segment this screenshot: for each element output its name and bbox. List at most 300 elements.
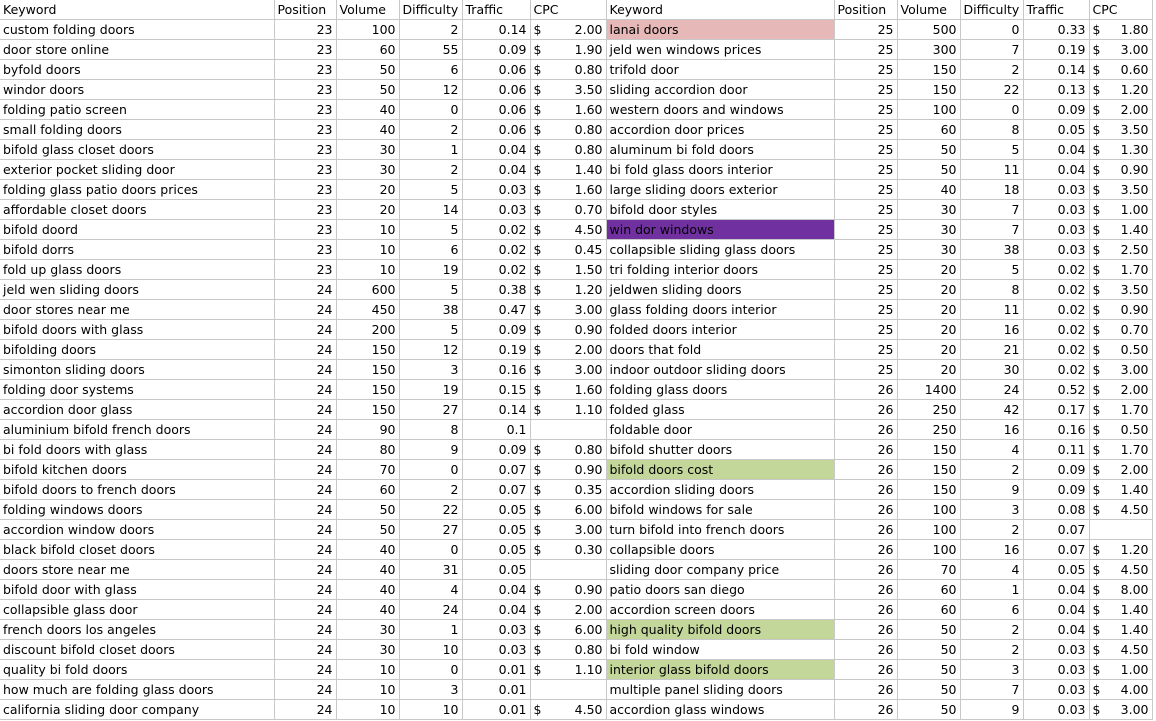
right-cell-keyword[interactable]: indoor outdoor sliding doors xyxy=(606,360,834,380)
left-cell-keyword[interactable]: bifold door with glass xyxy=(0,580,274,600)
right-cell-cpc[interactable] xyxy=(1089,140,1152,160)
left-cell-traffic[interactable]: 0.03 xyxy=(462,640,530,660)
right-cell-cpc[interactable] xyxy=(1089,40,1152,60)
left-header-volume[interactable]: Volume xyxy=(336,0,399,20)
left-cell-keyword[interactable]: exterior pocket sliding door xyxy=(0,160,274,180)
right-cell-keyword[interactable]: turn bifold into french doors xyxy=(606,520,834,540)
right-cell-cpc[interactable] xyxy=(1089,100,1152,120)
right-cell-difficulty[interactable]: 8 xyxy=(960,280,1023,300)
right-cell-cpc[interactable] xyxy=(1089,240,1152,260)
right-cell-traffic[interactable]: 0.02 xyxy=(1023,340,1089,360)
left-cell-volume[interactable]: 450 xyxy=(336,300,399,320)
right-cell-position[interactable]: 25 xyxy=(834,160,897,180)
right-cell-difficulty[interactable]: 2 xyxy=(960,60,1023,80)
right-cell-keyword[interactable]: lanai doors xyxy=(606,20,834,40)
right-cell-volume[interactable]: 20 xyxy=(897,320,960,340)
left-cell-traffic[interactable]: 0.03 xyxy=(462,200,530,220)
right-cell-difficulty[interactable]: 16 xyxy=(960,540,1023,560)
left-cell-position[interactable]: 24 xyxy=(274,340,336,360)
left-cell-position[interactable]: 24 xyxy=(274,680,336,700)
left-cell-position[interactable]: 23 xyxy=(274,200,336,220)
left-cell-cpc[interactable] xyxy=(530,160,606,180)
right-cell-keyword[interactable]: large sliding doors exterior xyxy=(606,180,834,200)
right-cell-keyword[interactable]: accordion sliding doors xyxy=(606,480,834,500)
right-cell-traffic[interactable]: 0.08 xyxy=(1023,500,1089,520)
left-cell-position[interactable]: 23 xyxy=(274,20,336,40)
right-cell-keyword[interactable]: interior glass bifold doors xyxy=(606,660,834,680)
right-cell-volume[interactable]: 50 xyxy=(897,680,960,700)
right-cell-cpc[interactable] xyxy=(1089,260,1152,280)
right-cell-volume[interactable]: 30 xyxy=(897,200,960,220)
right-cell-cpc[interactable] xyxy=(1089,480,1152,500)
right-cell-difficulty[interactable]: 2 xyxy=(960,460,1023,480)
left-cell-difficulty[interactable]: 0 xyxy=(399,540,462,560)
left-cell-traffic[interactable]: 0.09 xyxy=(462,320,530,340)
right-cell-cpc[interactable] xyxy=(1089,420,1152,440)
left-cell-traffic[interactable]: 0.09 xyxy=(462,40,530,60)
right-cell-traffic[interactable]: 0.19 xyxy=(1023,40,1089,60)
right-cell-keyword[interactable]: doors that fold xyxy=(606,340,834,360)
left-cell-volume[interactable]: 40 xyxy=(336,120,399,140)
left-cell-traffic[interactable]: 0.07 xyxy=(462,460,530,480)
right-header-position[interactable]: Position xyxy=(834,0,897,20)
right-cell-traffic[interactable]: 0.04 xyxy=(1023,620,1089,640)
left-cell-difficulty[interactable]: 10 xyxy=(399,700,462,720)
left-cell-position[interactable]: 24 xyxy=(274,700,336,720)
left-cell-difficulty[interactable]: 8 xyxy=(399,420,462,440)
right-cell-traffic[interactable]: 0.02 xyxy=(1023,280,1089,300)
right-header-traffic[interactable]: Traffic xyxy=(1023,0,1089,20)
left-cell-cpc[interactable] xyxy=(530,660,606,680)
right-cell-volume[interactable]: 60 xyxy=(897,600,960,620)
left-cell-keyword[interactable]: aluminium bifold french doors xyxy=(0,420,274,440)
right-cell-traffic[interactable]: 0.04 xyxy=(1023,160,1089,180)
left-cell-position[interactable]: 24 xyxy=(274,480,336,500)
left-cell-traffic[interactable]: 0.06 xyxy=(462,80,530,100)
right-cell-traffic[interactable]: 0.02 xyxy=(1023,300,1089,320)
left-cell-volume[interactable]: 60 xyxy=(336,480,399,500)
left-cell-traffic[interactable]: 0.05 xyxy=(462,560,530,580)
right-cell-difficulty[interactable]: 2 xyxy=(960,620,1023,640)
left-cell-volume[interactable]: 10 xyxy=(336,700,399,720)
left-cell-volume[interactable]: 60 xyxy=(336,40,399,60)
left-cell-position[interactable]: 23 xyxy=(274,160,336,180)
left-cell-cpc[interactable] xyxy=(530,580,606,600)
left-cell-volume[interactable]: 80 xyxy=(336,440,399,460)
right-cell-cpc[interactable] xyxy=(1089,340,1152,360)
right-cell-position[interactable]: 26 xyxy=(834,460,897,480)
left-cell-cpc[interactable] xyxy=(530,540,606,560)
left-cell-difficulty[interactable]: 9 xyxy=(399,440,462,460)
right-cell-cpc[interactable] xyxy=(1089,560,1152,580)
left-cell-keyword[interactable]: folding glass patio doors prices xyxy=(0,180,274,200)
left-cell-traffic[interactable]: 0.19 xyxy=(462,340,530,360)
left-cell-traffic[interactable]: 0.01 xyxy=(462,680,530,700)
right-cell-traffic[interactable]: 0.13 xyxy=(1023,80,1089,100)
right-cell-volume[interactable]: 30 xyxy=(897,240,960,260)
right-cell-traffic[interactable]: 0.09 xyxy=(1023,480,1089,500)
left-cell-traffic[interactable]: 0.03 xyxy=(462,620,530,640)
left-cell-keyword[interactable]: fold up glass doors xyxy=(0,260,274,280)
right-cell-difficulty[interactable]: 11 xyxy=(960,160,1023,180)
right-cell-keyword[interactable]: bi fold glass doors interior xyxy=(606,160,834,180)
right-cell-volume[interactable]: 20 xyxy=(897,360,960,380)
right-cell-cpc[interactable] xyxy=(1089,600,1152,620)
right-cell-difficulty[interactable]: 7 xyxy=(960,220,1023,240)
right-cell-traffic[interactable]: 0.03 xyxy=(1023,680,1089,700)
left-cell-volume[interactable]: 40 xyxy=(336,560,399,580)
right-cell-volume[interactable]: 20 xyxy=(897,300,960,320)
right-cell-difficulty[interactable]: 1 xyxy=(960,580,1023,600)
left-cell-volume[interactable]: 600 xyxy=(336,280,399,300)
right-cell-volume[interactable]: 150 xyxy=(897,480,960,500)
left-cell-volume[interactable]: 100 xyxy=(336,20,399,40)
right-cell-traffic[interactable]: 0.52 xyxy=(1023,380,1089,400)
right-cell-difficulty[interactable]: 7 xyxy=(960,680,1023,700)
left-cell-cpc[interactable] xyxy=(530,340,606,360)
left-cell-difficulty[interactable]: 1 xyxy=(399,140,462,160)
left-cell-keyword[interactable]: bifolding doors xyxy=(0,340,274,360)
right-cell-position[interactable]: 25 xyxy=(834,340,897,360)
right-cell-position[interactable]: 25 xyxy=(834,40,897,60)
left-cell-volume[interactable]: 10 xyxy=(336,240,399,260)
right-cell-position[interactable]: 26 xyxy=(834,540,897,560)
right-cell-traffic[interactable]: 0.02 xyxy=(1023,320,1089,340)
left-cell-traffic[interactable]: 0.01 xyxy=(462,700,530,720)
right-cell-position[interactable]: 25 xyxy=(834,60,897,80)
right-cell-volume[interactable]: 150 xyxy=(897,80,960,100)
right-cell-position[interactable]: 25 xyxy=(834,300,897,320)
left-cell-keyword[interactable]: byfold doors xyxy=(0,60,274,80)
right-cell-difficulty[interactable]: 21 xyxy=(960,340,1023,360)
left-cell-difficulty[interactable]: 2 xyxy=(399,160,462,180)
right-cell-volume[interactable]: 100 xyxy=(897,100,960,120)
right-cell-cpc[interactable] xyxy=(1089,400,1152,420)
right-cell-traffic[interactable]: 0.07 xyxy=(1023,520,1089,540)
right-header-keyword[interactable]: Keyword xyxy=(606,0,834,20)
right-cell-traffic[interactable]: 0.03 xyxy=(1023,700,1089,720)
left-cell-cpc[interactable] xyxy=(530,600,606,620)
right-cell-volume[interactable]: 250 xyxy=(897,420,960,440)
right-header-difficulty[interactable]: Difficulty xyxy=(960,0,1023,20)
right-cell-keyword[interactable]: patio doors san diego xyxy=(606,580,834,600)
right-cell-cpc[interactable] xyxy=(1089,700,1152,720)
left-cell-volume[interactable]: 30 xyxy=(336,640,399,660)
left-cell-cpc[interactable] xyxy=(530,500,606,520)
right-cell-traffic[interactable]: 0.11 xyxy=(1023,440,1089,460)
left-cell-volume[interactable]: 40 xyxy=(336,580,399,600)
right-cell-cpc[interactable] xyxy=(1089,60,1152,80)
right-cell-keyword[interactable]: tri folding interior doors xyxy=(606,260,834,280)
left-cell-keyword[interactable]: accordion door glass xyxy=(0,400,274,420)
left-cell-position[interactable]: 24 xyxy=(274,540,336,560)
right-cell-volume[interactable]: 50 xyxy=(897,700,960,720)
right-cell-traffic[interactable]: 0.04 xyxy=(1023,600,1089,620)
left-cell-keyword[interactable]: folding door systems xyxy=(0,380,274,400)
right-cell-position[interactable]: 25 xyxy=(834,360,897,380)
right-cell-cpc[interactable] xyxy=(1089,360,1152,380)
right-cell-difficulty[interactable]: 2 xyxy=(960,520,1023,540)
left-cell-keyword[interactable]: folding windows doors xyxy=(0,500,274,520)
left-cell-position[interactable]: 23 xyxy=(274,80,336,100)
right-cell-position[interactable]: 25 xyxy=(834,220,897,240)
left-cell-cpc[interactable] xyxy=(530,460,606,480)
right-cell-traffic[interactable]: 0.16 xyxy=(1023,420,1089,440)
left-cell-traffic[interactable]: 0.02 xyxy=(462,240,530,260)
right-cell-keyword[interactable]: win dor windows xyxy=(606,220,834,240)
right-cell-difficulty[interactable]: 16 xyxy=(960,320,1023,340)
left-cell-volume[interactable]: 20 xyxy=(336,200,399,220)
left-cell-difficulty[interactable]: 2 xyxy=(399,20,462,40)
right-cell-traffic[interactable]: 0.03 xyxy=(1023,200,1089,220)
left-cell-volume[interactable]: 50 xyxy=(336,500,399,520)
right-cell-position[interactable]: 26 xyxy=(834,440,897,460)
left-cell-position[interactable]: 24 xyxy=(274,300,336,320)
right-cell-cpc[interactable] xyxy=(1089,160,1152,180)
right-cell-position[interactable]: 25 xyxy=(834,80,897,100)
left-cell-volume[interactable]: 150 xyxy=(336,400,399,420)
right-cell-cpc[interactable] xyxy=(1089,620,1152,640)
right-cell-difficulty[interactable]: 5 xyxy=(960,260,1023,280)
right-cell-cpc[interactable] xyxy=(1089,460,1152,480)
left-cell-position[interactable]: 24 xyxy=(274,660,336,680)
left-cell-traffic[interactable]: 0.14 xyxy=(462,400,530,420)
right-cell-position[interactable]: 25 xyxy=(834,240,897,260)
left-cell-position[interactable]: 24 xyxy=(274,380,336,400)
left-cell-position[interactable]: 23 xyxy=(274,240,336,260)
right-cell-keyword[interactable]: accordion screen doors xyxy=(606,600,834,620)
right-cell-volume[interactable]: 50 xyxy=(897,620,960,640)
left-cell-cpc[interactable] xyxy=(530,80,606,100)
left-cell-traffic[interactable]: 0.01 xyxy=(462,660,530,680)
right-cell-traffic[interactable]: 0.04 xyxy=(1023,580,1089,600)
left-cell-traffic[interactable]: 0.15 xyxy=(462,380,530,400)
left-cell-volume[interactable]: 10 xyxy=(336,660,399,680)
right-cell-volume[interactable]: 1400 xyxy=(897,380,960,400)
left-cell-traffic[interactable]: 0.06 xyxy=(462,120,530,140)
right-cell-position[interactable]: 25 xyxy=(834,320,897,340)
left-cell-volume[interactable]: 150 xyxy=(336,380,399,400)
left-cell-position[interactable]: 23 xyxy=(274,140,336,160)
left-cell-volume[interactable]: 50 xyxy=(336,60,399,80)
left-cell-volume[interactable]: 40 xyxy=(336,600,399,620)
right-cell-difficulty[interactable]: 16 xyxy=(960,420,1023,440)
left-cell-difficulty[interactable]: 31 xyxy=(399,560,462,580)
right-cell-difficulty[interactable]: 9 xyxy=(960,700,1023,720)
left-cell-keyword[interactable]: bifold kitchen doors xyxy=(0,460,274,480)
right-cell-volume[interactable]: 30 xyxy=(897,220,960,240)
right-cell-cpc[interactable] xyxy=(1089,220,1152,240)
left-cell-traffic[interactable]: 0.04 xyxy=(462,140,530,160)
left-cell-difficulty[interactable]: 0 xyxy=(399,100,462,120)
left-cell-position[interactable]: 24 xyxy=(274,640,336,660)
left-cell-cpc[interactable] xyxy=(530,520,606,540)
right-cell-keyword[interactable]: high quality bifold doors xyxy=(606,620,834,640)
right-cell-keyword[interactable]: aluminum bi fold doors xyxy=(606,140,834,160)
right-cell-position[interactable]: 26 xyxy=(834,380,897,400)
left-cell-difficulty[interactable]: 2 xyxy=(399,120,462,140)
left-cell-difficulty[interactable]: 27 xyxy=(399,400,462,420)
right-cell-volume[interactable]: 50 xyxy=(897,140,960,160)
right-cell-keyword[interactable]: folding glass doors xyxy=(606,380,834,400)
left-cell-position[interactable]: 24 xyxy=(274,600,336,620)
left-cell-difficulty[interactable]: 12 xyxy=(399,340,462,360)
left-cell-difficulty[interactable]: 0 xyxy=(399,660,462,680)
left-cell-keyword[interactable]: affordable closet doors xyxy=(0,200,274,220)
left-cell-traffic[interactable]: 0.06 xyxy=(462,100,530,120)
right-cell-traffic[interactable]: 0.02 xyxy=(1023,360,1089,380)
left-cell-keyword[interactable]: how much are folding glass doors xyxy=(0,680,274,700)
right-cell-traffic[interactable]: 0.17 xyxy=(1023,400,1089,420)
right-cell-cpc[interactable] xyxy=(1089,80,1152,100)
right-cell-keyword[interactable]: collapsible sliding glass doors xyxy=(606,240,834,260)
right-cell-keyword[interactable]: jeldwen sliding doors xyxy=(606,280,834,300)
left-cell-position[interactable]: 24 xyxy=(274,360,336,380)
left-cell-traffic[interactable]: 0.04 xyxy=(462,580,530,600)
right-cell-position[interactable]: 25 xyxy=(834,140,897,160)
right-cell-volume[interactable]: 60 xyxy=(897,580,960,600)
left-cell-difficulty[interactable]: 1 xyxy=(399,620,462,640)
right-cell-keyword[interactable]: bifold shutter doors xyxy=(606,440,834,460)
right-cell-cpc[interactable] xyxy=(1089,540,1152,560)
left-cell-position[interactable]: 24 xyxy=(274,620,336,640)
left-cell-position[interactable]: 24 xyxy=(274,400,336,420)
left-cell-traffic[interactable]: 0.16 xyxy=(462,360,530,380)
right-cell-keyword[interactable]: glass folding doors interior xyxy=(606,300,834,320)
right-cell-keyword[interactable]: trifold door xyxy=(606,60,834,80)
left-cell-position[interactable]: 24 xyxy=(274,520,336,540)
left-cell-position[interactable]: 24 xyxy=(274,580,336,600)
right-cell-position[interactable]: 25 xyxy=(834,280,897,300)
left-cell-traffic[interactable]: 0.04 xyxy=(462,160,530,180)
left-cell-volume[interactable]: 10 xyxy=(336,220,399,240)
right-cell-keyword[interactable]: foldable door xyxy=(606,420,834,440)
right-cell-cpc[interactable] xyxy=(1089,20,1152,40)
right-cell-cpc[interactable] xyxy=(1089,380,1152,400)
right-cell-position[interactable]: 26 xyxy=(834,640,897,660)
left-cell-difficulty[interactable]: 38 xyxy=(399,300,462,320)
right-cell-volume[interactable]: 50 xyxy=(897,160,960,180)
left-cell-volume[interactable]: 40 xyxy=(336,100,399,120)
right-header-cpc[interactable]: CPC xyxy=(1089,0,1152,20)
left-header-position[interactable]: Position xyxy=(274,0,336,20)
right-cell-volume[interactable]: 20 xyxy=(897,260,960,280)
left-cell-volume[interactable]: 30 xyxy=(336,160,399,180)
right-cell-cpc[interactable] xyxy=(1089,660,1152,680)
left-cell-difficulty[interactable]: 5 xyxy=(399,320,462,340)
right-cell-keyword[interactable]: western doors and windows xyxy=(606,100,834,120)
left-cell-position[interactable]: 24 xyxy=(274,320,336,340)
right-cell-keyword[interactable]: collapsible doors xyxy=(606,540,834,560)
right-cell-volume[interactable]: 60 xyxy=(897,120,960,140)
right-cell-difficulty[interactable]: 2 xyxy=(960,640,1023,660)
left-cell-difficulty[interactable]: 10 xyxy=(399,640,462,660)
right-cell-position[interactable]: 26 xyxy=(834,660,897,680)
right-cell-position[interactable]: 26 xyxy=(834,680,897,700)
left-cell-cpc[interactable] xyxy=(530,260,606,280)
left-cell-traffic[interactable]: 0.05 xyxy=(462,540,530,560)
left-cell-keyword[interactable]: black bifold closet doors xyxy=(0,540,274,560)
right-cell-traffic[interactable]: 0.03 xyxy=(1023,220,1089,240)
left-cell-cpc[interactable] xyxy=(530,180,606,200)
left-cell-keyword[interactable]: simonton sliding doors xyxy=(0,360,274,380)
left-cell-traffic[interactable]: 0.04 xyxy=(462,600,530,620)
right-cell-volume[interactable]: 300 xyxy=(897,40,960,60)
left-cell-keyword[interactable]: folding patio screen xyxy=(0,100,274,120)
right-cell-volume[interactable]: 150 xyxy=(897,60,960,80)
right-header-volume[interactable]: Volume xyxy=(897,0,960,20)
right-cell-position[interactable]: 26 xyxy=(834,420,897,440)
right-cell-difficulty[interactable]: 11 xyxy=(960,300,1023,320)
left-cell-cpc[interactable] xyxy=(530,700,606,720)
right-cell-position[interactable]: 26 xyxy=(834,400,897,420)
left-cell-difficulty[interactable]: 14 xyxy=(399,200,462,220)
left-cell-volume[interactable]: 30 xyxy=(336,140,399,160)
right-cell-position[interactable]: 26 xyxy=(834,700,897,720)
left-cell-cpc[interactable] xyxy=(530,60,606,80)
right-cell-cpc[interactable] xyxy=(1089,640,1152,660)
left-cell-keyword[interactable]: custom folding doors xyxy=(0,20,274,40)
right-cell-keyword[interactable]: sliding accordion door xyxy=(606,80,834,100)
right-cell-traffic[interactable]: 0.33 xyxy=(1023,20,1089,40)
right-cell-cpc[interactable] xyxy=(1089,580,1152,600)
right-cell-position[interactable]: 25 xyxy=(834,200,897,220)
right-cell-keyword[interactable]: accordion door prices xyxy=(606,120,834,140)
right-cell-keyword[interactable]: accordion glass windows xyxy=(606,700,834,720)
left-cell-traffic[interactable]: 0.14 xyxy=(462,20,530,40)
right-cell-traffic[interactable]: 0.05 xyxy=(1023,560,1089,580)
right-cell-cpc[interactable] xyxy=(1089,180,1152,200)
left-cell-position[interactable]: 24 xyxy=(274,440,336,460)
left-cell-difficulty[interactable]: 2 xyxy=(399,480,462,500)
left-cell-keyword[interactable]: discount bifold closet doors xyxy=(0,640,274,660)
left-cell-keyword[interactable]: accordion window doors xyxy=(0,520,274,540)
left-header-keyword[interactable]: Keyword xyxy=(0,0,274,20)
right-cell-traffic[interactable]: 0.05 xyxy=(1023,120,1089,140)
left-cell-volume[interactable]: 150 xyxy=(336,360,399,380)
left-cell-position[interactable]: 24 xyxy=(274,500,336,520)
right-cell-difficulty[interactable]: 7 xyxy=(960,40,1023,60)
right-cell-volume[interactable]: 100 xyxy=(897,540,960,560)
left-cell-volume[interactable]: 150 xyxy=(336,340,399,360)
right-cell-difficulty[interactable]: 7 xyxy=(960,200,1023,220)
left-cell-keyword[interactable]: quality bi fold doors xyxy=(0,660,274,680)
right-cell-volume[interactable]: 250 xyxy=(897,400,960,420)
right-cell-cpc[interactable] xyxy=(1089,120,1152,140)
left-cell-traffic[interactable]: 0.06 xyxy=(462,60,530,80)
left-cell-cpc[interactable] xyxy=(530,220,606,240)
right-cell-position[interactable]: 25 xyxy=(834,260,897,280)
right-cell-position[interactable]: 25 xyxy=(834,100,897,120)
left-cell-cpc[interactable] xyxy=(530,640,606,660)
left-cell-traffic[interactable]: 0.38 xyxy=(462,280,530,300)
right-cell-cpc[interactable] xyxy=(1089,440,1152,460)
left-cell-difficulty[interactable]: 27 xyxy=(399,520,462,540)
right-cell-difficulty[interactable]: 9 xyxy=(960,480,1023,500)
right-cell-volume[interactable]: 70 xyxy=(897,560,960,580)
left-cell-keyword[interactable]: california sliding door company xyxy=(0,700,274,720)
left-cell-cpc[interactable] xyxy=(530,140,606,160)
left-cell-keyword[interactable]: bi fold doors with glass xyxy=(0,440,274,460)
left-cell-keyword[interactable]: jeld wen sliding doors xyxy=(0,280,274,300)
left-cell-difficulty[interactable]: 5 xyxy=(399,280,462,300)
right-cell-keyword[interactable]: multiple panel sliding doors xyxy=(606,680,834,700)
left-cell-traffic[interactable]: 0.02 xyxy=(462,220,530,240)
left-cell-position[interactable]: 23 xyxy=(274,100,336,120)
right-cell-difficulty[interactable]: 30 xyxy=(960,360,1023,380)
right-cell-volume[interactable]: 20 xyxy=(897,340,960,360)
left-cell-difficulty[interactable]: 3 xyxy=(399,680,462,700)
